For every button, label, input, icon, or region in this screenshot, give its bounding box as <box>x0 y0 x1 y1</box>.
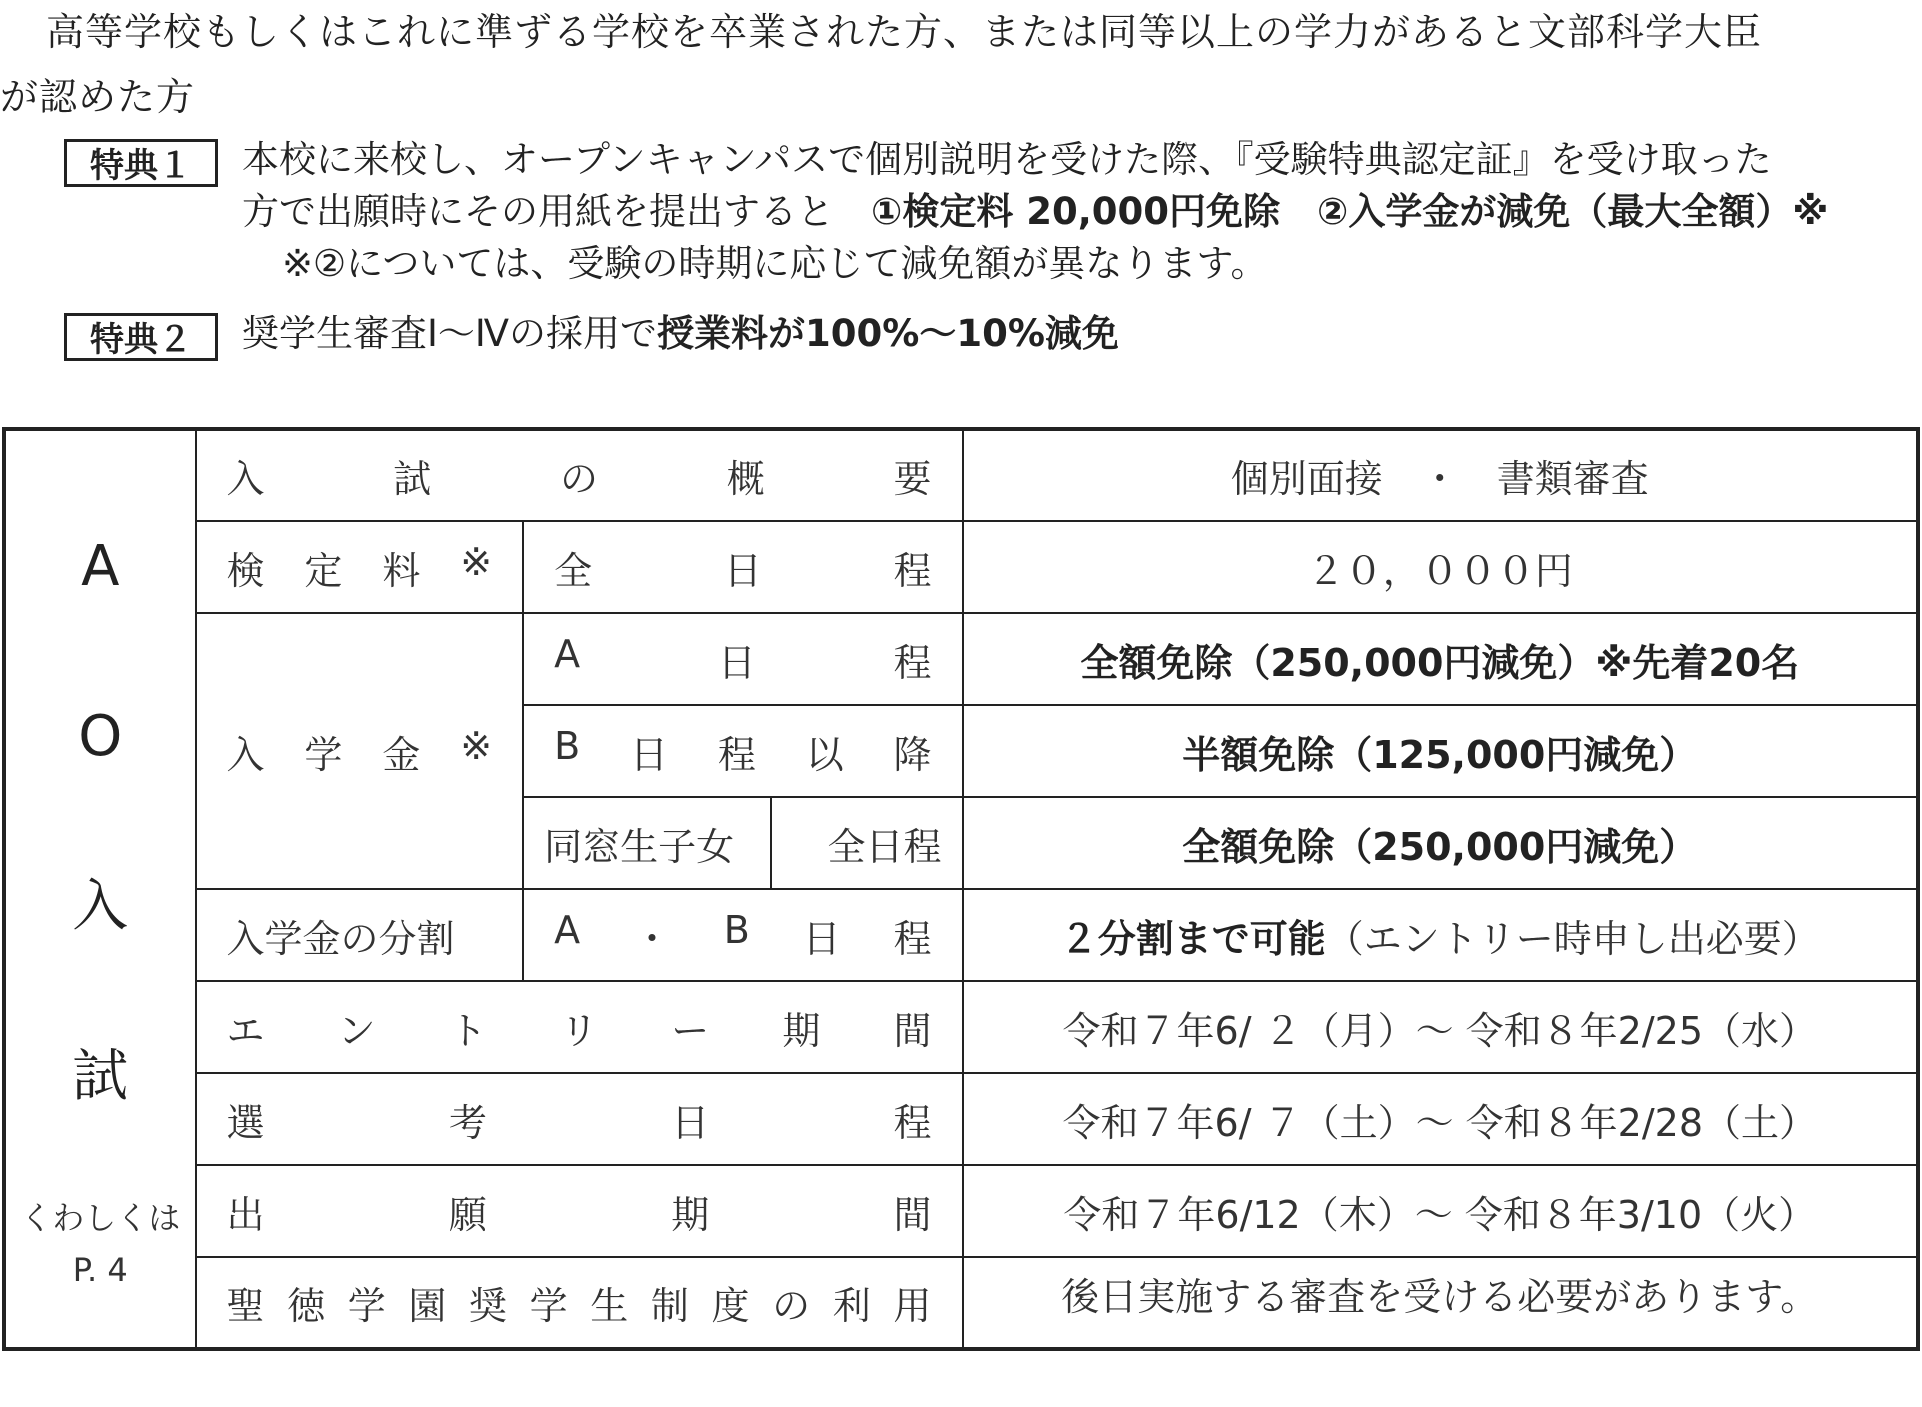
label-char: 金 <box>382 732 421 777</box>
row-admission-a <box>4 613 1918 705</box>
label-char: 日 <box>671 1100 710 1145</box>
side-char: A <box>81 534 120 599</box>
admission-a-sub <box>523 613 962 705</box>
label-char: 要 <box>893 457 932 501</box>
sub-char: 程 <box>893 548 932 593</box>
perk-1-text <box>242 134 1922 290</box>
installment-value <box>963 889 1918 981</box>
sub-char: A <box>554 631 581 676</box>
installment-label: 入学金の分割 <box>196 889 524 981</box>
label-char: の <box>772 1284 811 1328</box>
label-char: 学 <box>529 1284 568 1328</box>
sub-char: 日 <box>802 916 841 961</box>
sub-char: 程 <box>893 916 932 961</box>
intro-text <box>0 0 1922 130</box>
selection-value: 令和７年6/ ７（土）～ 令和８年2/28（土） <box>963 1073 1918 1165</box>
label-char: 入 <box>226 457 265 501</box>
overview-value: 個別面接 ・ 書類審査 <box>963 429 1918 521</box>
perk-1-note: ※②については、受験の時期に応じて減免額が異なります。 <box>282 242 1268 285</box>
label-char: 入 <box>226 732 265 777</box>
intro-line-1: 高等学校もしくはこれに準ずる学校を卒業された方、または同等以上の学力があると文部科学大臣 <box>46 10 1763 54</box>
label-char: 程 <box>893 1100 932 1145</box>
label-char: 考 <box>448 1100 487 1145</box>
scholarship-value: 後日実施する審査を受ける必要があります。 <box>963 1257 1918 1349</box>
admission-b-value-text: 半額免除（125,000円減免） <box>1182 732 1698 777</box>
label-char: ン <box>337 1008 376 1053</box>
row-exam-fee <box>4 521 1918 613</box>
exam-fee-sub <box>523 521 962 613</box>
label-char: ※ <box>460 723 493 768</box>
sub-char: 降 <box>893 732 932 777</box>
side-label <box>4 429 196 1349</box>
label-char: 度 <box>711 1284 750 1328</box>
intro-line-2: が認めた方 <box>0 75 196 119</box>
perk-1-line-2-bold: ①検定料 20,000円免除 ②入学金が減免（最大全額）※ <box>871 190 1829 233</box>
selection-label <box>196 1073 963 1165</box>
label-char: ー <box>671 1008 710 1053</box>
label-char: ※ <box>460 539 493 584</box>
sub-char: 程 <box>717 732 756 777</box>
overview-label <box>196 429 963 521</box>
row-entry <box>4 981 1918 1073</box>
alumni-value <box>963 797 1918 889</box>
sub-char: B <box>554 723 581 768</box>
label-char: ト <box>448 1008 487 1053</box>
alumni-sub-b: 全日程 <box>771 797 963 889</box>
label-char: 園 <box>408 1284 447 1328</box>
alumni-sub-a: 同窓生子女 <box>523 797 771 889</box>
label-char: 選 <box>226 1100 265 1145</box>
sub-char: 日 <box>717 640 756 685</box>
exam-fee-label <box>196 521 524 613</box>
label-char: 学 <box>304 732 343 777</box>
label-char: 学 <box>347 1284 386 1328</box>
row-installment <box>4 889 1918 981</box>
admission-b-sub <box>523 705 962 797</box>
perk-1-line-1: 本校に来校し、オープンキャンパスで個別説明を受けた際、『受験特典認定証』を受け取った <box>242 138 1772 181</box>
side-char: 試 <box>72 1044 129 1109</box>
alumni-value-text: 全額免除（250,000円減免） <box>1182 824 1698 869</box>
side-char: O <box>78 704 123 769</box>
row-scholarship <box>4 1257 1918 1349</box>
label-char: 徳 <box>287 1284 326 1328</box>
row-overview <box>4 429 1918 521</box>
perk-1-line-2 <box>242 186 1922 238</box>
label-char: 聖 <box>226 1284 265 1328</box>
label-char: 間 <box>893 1192 932 1237</box>
label-char: の <box>560 457 599 501</box>
label-char: 間 <box>893 1008 932 1053</box>
label-char: 概 <box>726 457 765 501</box>
label-char: 出 <box>226 1192 265 1237</box>
application-value: 令和７年6/12（木）～ 令和８年3/10（火） <box>963 1165 1918 1257</box>
label-char: 検 <box>226 548 265 593</box>
label-char: 奨 <box>469 1284 508 1328</box>
label-char: 願 <box>448 1192 487 1237</box>
scholarship-label <box>196 1257 963 1349</box>
entry-label <box>196 981 963 1073</box>
label-char: 制 <box>650 1284 689 1328</box>
perk-2-bold: 授業料が100%～10%減免 <box>657 312 1119 355</box>
admission-a-value-text: 全額免除（250,000円減免）※先着20名 <box>1080 640 1800 685</box>
installment-value-plain: （エントリー時申し出必要） <box>1325 916 1820 961</box>
admission-a-value <box>963 613 1918 705</box>
admission-b-value <box>963 705 1918 797</box>
exam-fee-value: ２０，０００円 <box>963 521 1918 613</box>
perk-1-badge: 特典１ <box>64 139 218 187</box>
sub-char: ・ <box>632 916 671 961</box>
side-note <box>6 1192 195 1296</box>
side-char: 入 <box>72 874 129 939</box>
label-char: エ <box>226 1008 265 1053</box>
sub-char: B <box>723 907 750 952</box>
label-char: 期 <box>671 1192 710 1237</box>
installment-sub <box>523 889 962 981</box>
sub-char: 全 <box>554 548 593 593</box>
label-char: 生 <box>590 1284 629 1328</box>
perk-1-line-2-plain: 方で出願時にその用紙を提出すると <box>242 190 871 233</box>
label-char: 試 <box>393 457 432 501</box>
label-char: 料 <box>382 548 421 593</box>
ao-exam-table <box>2 427 1920 1351</box>
sub-char: 以 <box>805 732 844 777</box>
row-application <box>4 1165 1918 1257</box>
perk-2-plain: 奨学生審査Ⅰ～Ⅳの採用で <box>242 312 658 355</box>
label-char: リ <box>560 1008 599 1053</box>
label-char: 用 <box>893 1284 932 1328</box>
row-selection <box>4 1073 1918 1165</box>
application-label <box>196 1165 963 1257</box>
label-char: 期 <box>782 1008 821 1053</box>
sub-char: A <box>554 907 581 952</box>
side-note-line-2: P. 4 <box>72 1251 128 1289</box>
perk-2-text <box>242 308 1922 360</box>
perk-2-badge: 特典２ <box>64 313 218 361</box>
sub-char: 日 <box>630 732 669 777</box>
sub-char: 程 <box>893 640 932 685</box>
sub-char: 日 <box>723 548 762 593</box>
label-char: 利 <box>832 1284 871 1328</box>
admission-fee-label <box>196 613 524 889</box>
side-note-line-1: くわしくは <box>20 1199 181 1237</box>
label-char: 定 <box>304 548 343 593</box>
entry-value: 令和７年6/ ２（月）～ 令和８年2/25（水） <box>963 981 1918 1073</box>
installment-value-bold: ２分割まで可能 <box>1059 916 1326 961</box>
